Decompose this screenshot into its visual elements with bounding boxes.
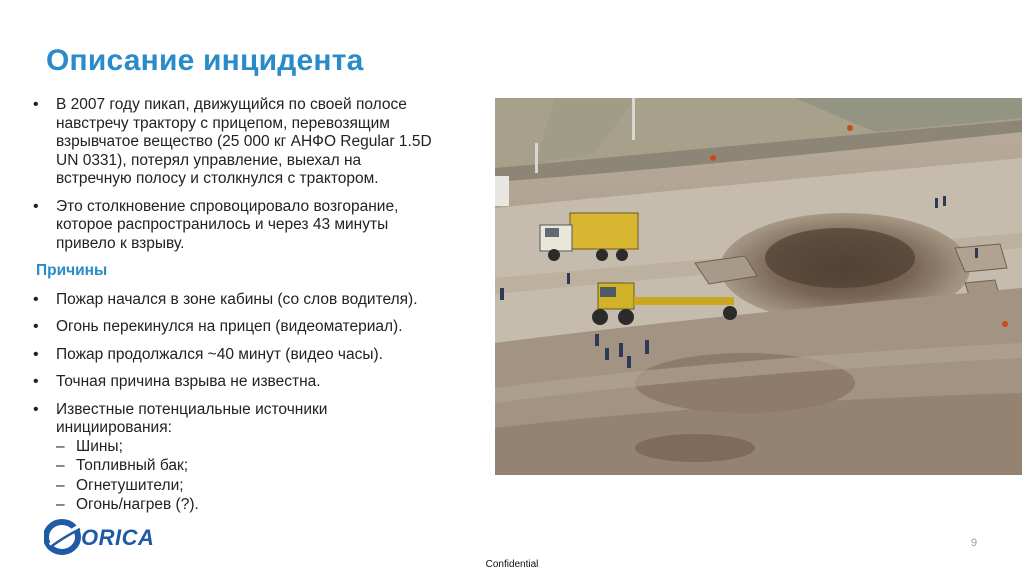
slide-body	[30, 96, 480, 516]
dash-icon: –	[56, 437, 65, 455]
bullet-item	[30, 291, 480, 310]
bullet-text: Точная причина взрыва не известна.	[56, 373, 321, 390]
explosion-crater-photo	[495, 98, 1022, 475]
bullet-item	[30, 346, 480, 365]
bullet-text: Пожар начался в зоне кабины (со слов водителя).	[56, 290, 418, 308]
photo-graphic	[495, 98, 1022, 475]
bullet-item	[30, 96, 480, 189]
bullet-icon: •	[33, 373, 39, 390]
bullet-icon: •	[33, 197, 39, 215]
list-item-text: Шины;	[76, 437, 123, 455]
list-item	[56, 477, 480, 496]
dash-icon: –	[56, 476, 65, 494]
logo-text: ORICA	[81, 525, 155, 550]
causes-heading: Причины	[36, 262, 108, 279]
dash-icon: –	[56, 457, 65, 474]
list-item	[56, 457, 480, 476]
bullet-icon: •	[33, 318, 39, 335]
page-number: 9	[971, 537, 978, 549]
list-item-text: Топливный бак;	[76, 457, 189, 474]
list-item	[56, 438, 480, 457]
bullet-icon: •	[33, 400, 39, 418]
bullet-text: Огонь перекинулся на прицеп (видеоматериал).	[56, 318, 403, 335]
dash-icon: –	[56, 496, 65, 513]
footer-confidential: Confidential	[485, 559, 539, 570]
list-item-text: Огнетушители;	[76, 476, 184, 494]
bullet-text: Это столкновение спровоцировало возгорание, которое распространилось и через 43 минуты привело к взрыву.	[56, 197, 399, 252]
bullet-icon: •	[33, 290, 39, 308]
orica-logo-icon	[44, 519, 84, 555]
list-item	[56, 496, 480, 515]
bullet-item	[30, 373, 480, 392]
page-title: Описание инцидента	[46, 44, 364, 77]
bullet-item	[30, 198, 480, 254]
bullet-text: Пожар продолжался ~40 минут (видео часы).	[56, 345, 383, 363]
bullet-item	[30, 318, 480, 337]
bullet-text: В 2007 году пикап, движущийся по своей полосе навстречу трактору с прицепом, перевозящим взрывчатое вещество (25 000 кг АНФО Regular 1.5D UN 0331), потерял управление, выехал на встречную полосу и столкнулся с трактором.	[56, 96, 432, 187]
list-item-text: Огонь/нагрев (?).	[76, 496, 199, 513]
sources-list	[30, 438, 480, 515]
bullet-icon: •	[33, 345, 39, 363]
bullet-item	[30, 401, 480, 438]
bullet-text: Известные потенциальные источники инициирования:	[56, 400, 328, 436]
bullet-icon: •	[33, 96, 39, 113]
orica-logo	[44, 519, 164, 555]
